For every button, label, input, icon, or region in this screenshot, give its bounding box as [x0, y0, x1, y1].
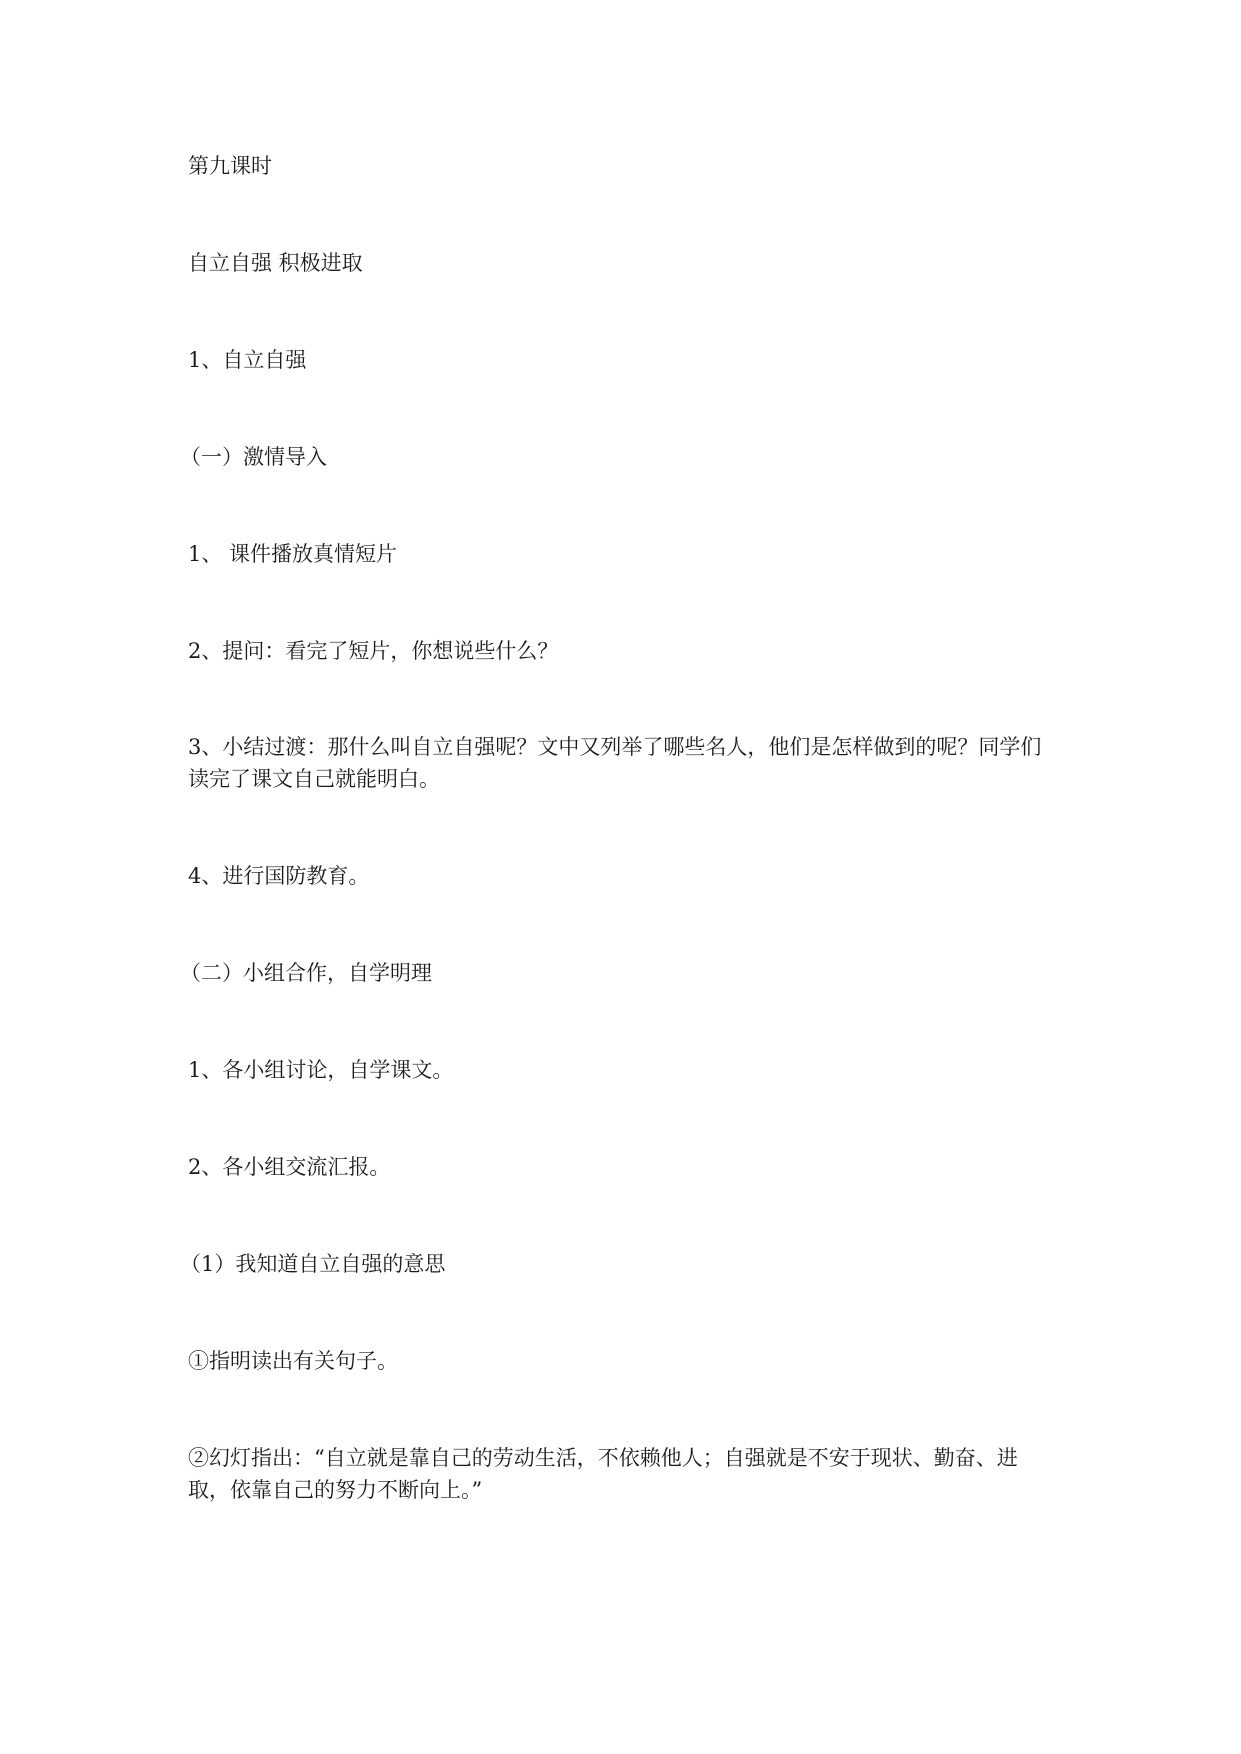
circled-list-item: ①指明读出有关句子。 [188, 1349, 398, 1373]
list-item: 2、提问：看完了短片，你想说些什么？ [188, 639, 559, 663]
list-item: 4、进行国防教育。 [188, 864, 370, 888]
subsection-heading: （二）小组合作，自学明理 [180, 961, 432, 985]
list-item: 1、各小组讨论，自学课文。 [188, 1058, 454, 1082]
list-item: 2、各小组交流汇报。 [188, 1155, 391, 1179]
lesson-subtitle: 自立自强 积极进取 [188, 251, 363, 275]
list-item: 1、 课件播放真情短片 [188, 542, 398, 566]
sub-list-item: （1）我知道自立自强的意思 [180, 1252, 446, 1276]
list-item: 3、小结过渡：那什么叫自立自强呢？文中又列举了哪些名人，他们是怎样做到的呢？同学们读完了课文自己就能明白。 [188, 735, 1042, 791]
subsection-heading: （一）激情导入 [180, 445, 327, 469]
circled-list-item: ②幻灯指出：“自立就是靠自己的劳动生活，不依赖他人；自强就是不安于现状、勤奋、进取，依靠自己的努力不断向上。” [188, 1446, 1018, 1502]
lesson-title: 第九课时 [188, 154, 272, 178]
section-heading: 1、自立自强 [188, 348, 307, 372]
